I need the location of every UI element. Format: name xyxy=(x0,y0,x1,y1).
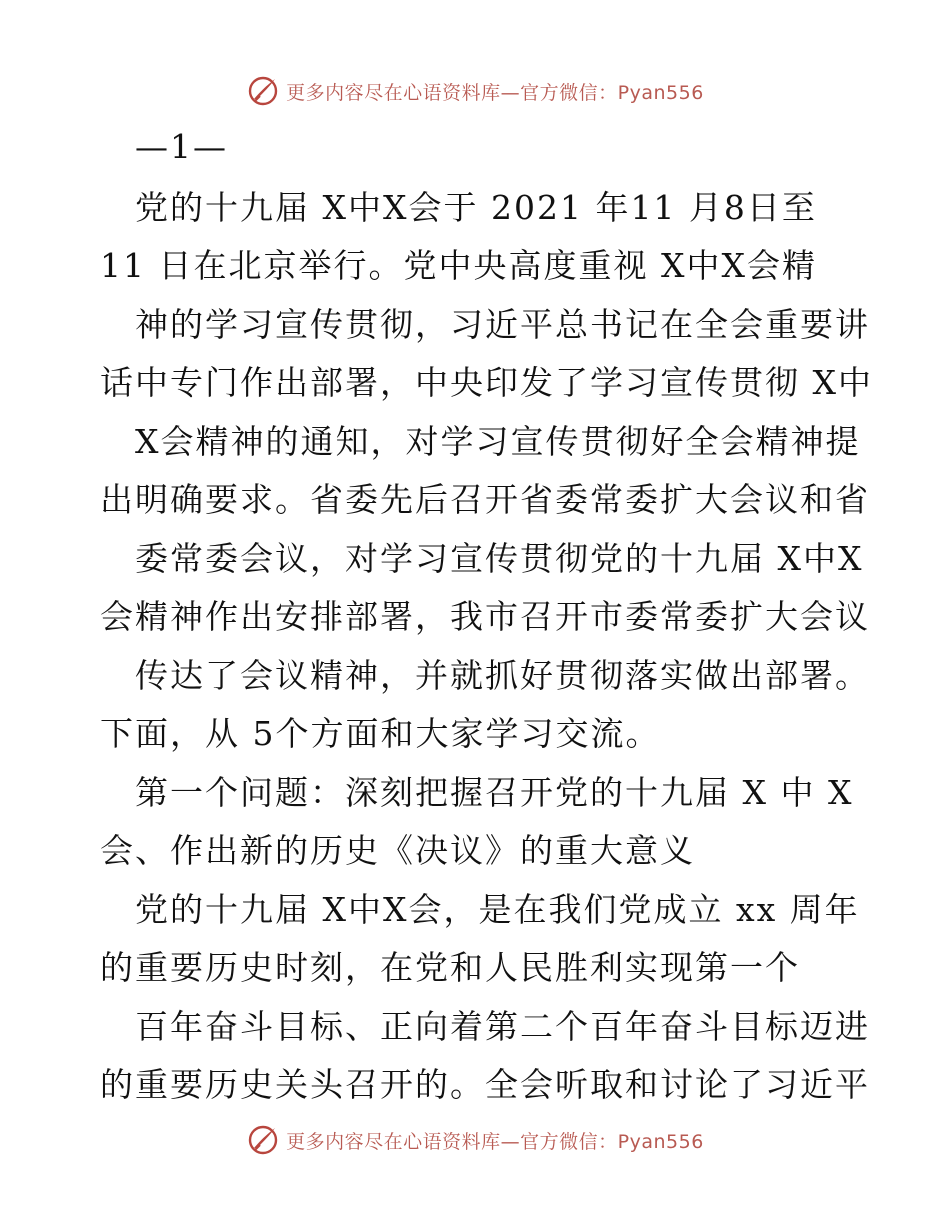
footer-watermark-banner xyxy=(0,1120,950,1160)
footer-watermark-text: 更多内容尽在心语资料库—官方微信：Pyan556 xyxy=(286,1130,704,1153)
header-watermark-banner xyxy=(0,71,950,111)
body-line: 11 日在北京举行。党中央高度重视 X中X会精 xyxy=(100,246,817,285)
body-line: 党的十九届 X中X会，是在我们党成立 xx 周年 xyxy=(135,890,860,929)
body-line: 百年奋斗目标、正向着第二个百年奋斗目标迈进 xyxy=(135,1007,870,1046)
body-line: 党的十九届 X中X会于 2021 年11 月8日至 xyxy=(135,188,817,227)
body-line: 委常委会议，对学习宣传贯彻党的十九届 X中X xyxy=(135,539,864,578)
body-line: 的重要历史时刻，在党和人民胜利实现第一个 xyxy=(100,948,800,987)
page-number: —1— xyxy=(135,127,228,166)
quill-logo-icon xyxy=(246,1123,280,1157)
quill-logo-icon xyxy=(246,74,280,108)
body-line: 的重要历史关头召开的。全会听取和讨论了习近平 xyxy=(100,1065,870,1104)
body-line: 话中专门作出部署，中央印发了学习宣传贯彻 X中 xyxy=(100,363,873,402)
section-heading-line: 第一个问题：深刻把握召开党的十九届 X 中 X xyxy=(135,773,854,812)
body-line: 传达了会议精神，并就抓好贯彻落实做出部署。 xyxy=(135,656,870,695)
header-watermark-text: 更多内容尽在心语资料库—官方微信：Pyan556 xyxy=(286,81,704,104)
section-heading-line: 会、作出新的历史《决议》的重大意义 xyxy=(100,831,695,870)
body-line: 会精神作出安排部署，我市召开市委常委扩大会议 xyxy=(100,597,870,636)
body-line: 出明确要求。省委先后召开省委常委扩大会议和省 xyxy=(100,480,870,519)
body-line: 下面，从 5个方面和大家学习交流。 xyxy=(100,714,661,753)
body-line: 神的学习宣传贯彻，习近平总书记在全会重要讲 xyxy=(135,305,870,344)
body-line: X会精神的通知，对学习宣传贯彻好全会精神提 xyxy=(135,422,861,461)
